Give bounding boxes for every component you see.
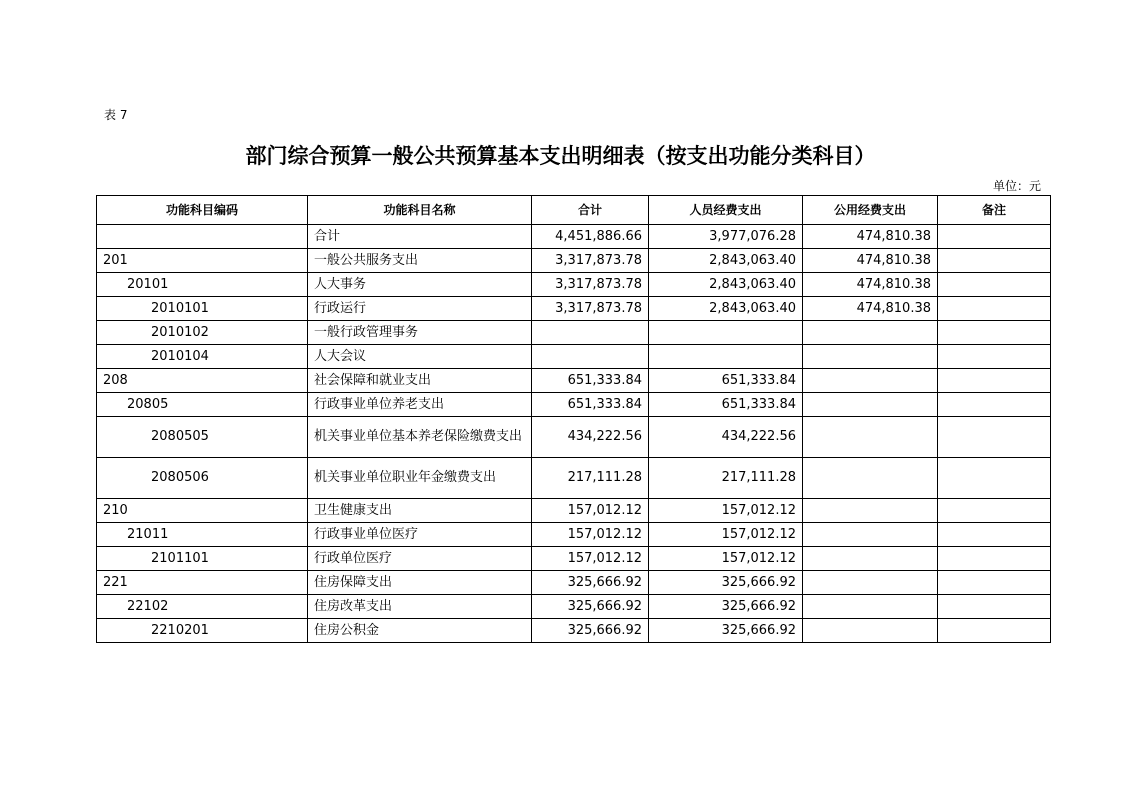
- table-row: [97, 345, 1051, 369]
- header-name: 功能科目名称: [308, 196, 532, 225]
- cell-public: [803, 547, 938, 571]
- cell-public: [803, 619, 938, 643]
- cell-code: 2010101: [97, 297, 308, 321]
- cell-name: 一般行政管理事务: [308, 321, 532, 345]
- cell-personnel: 2,843,063.40: [649, 249, 803, 273]
- cell-name: 合计: [308, 225, 532, 249]
- cell-public: [803, 417, 938, 458]
- cell-personnel: 651,333.84: [649, 369, 803, 393]
- cell-note: [938, 547, 1051, 571]
- cell-note: [938, 273, 1051, 297]
- unit-label: 单位：元: [992, 179, 1041, 193]
- table-row: [97, 499, 1051, 523]
- cell-note: [938, 321, 1051, 345]
- cell-name: 一般公共服务支出: [308, 249, 532, 273]
- cell-public: 474,810.38: [803, 249, 938, 273]
- cell-total: [532, 321, 649, 345]
- header-note: 备注: [938, 196, 1051, 225]
- cell-public: 474,810.38: [803, 297, 938, 321]
- cell-total: 3,317,873.78: [532, 249, 649, 273]
- table-row: [97, 571, 1051, 595]
- table-row: [97, 417, 1051, 458]
- cell-code: 2101101: [97, 547, 308, 571]
- cell-total: 434,222.56: [532, 417, 649, 458]
- cell-code: [97, 225, 308, 249]
- cell-note: [938, 345, 1051, 369]
- cell-personnel: 325,666.92: [649, 595, 803, 619]
- cell-note: [938, 393, 1051, 417]
- header-personnel: 人员经费支出: [649, 196, 803, 225]
- cell-name: 行政事业单位养老支出: [308, 393, 532, 417]
- cell-name: 人大事务: [308, 273, 532, 297]
- table-row: [97, 523, 1051, 547]
- cell-code: 22102: [97, 595, 308, 619]
- cell-total: 3,317,873.78: [532, 273, 649, 297]
- cell-code: 2080506: [97, 458, 308, 499]
- cell-name: 住房保障支出: [308, 571, 532, 595]
- cell-personnel: 157,012.12: [649, 547, 803, 571]
- cell-code: 21011: [97, 523, 308, 547]
- cell-total: 4,451,886.66: [532, 225, 649, 249]
- cell-total: 651,333.84: [532, 393, 649, 417]
- table-row: [97, 249, 1051, 273]
- table-row: [97, 393, 1051, 417]
- cell-code: 2080505: [97, 417, 308, 458]
- cell-name: 行政运行: [308, 297, 532, 321]
- header-public: 公用经费支出: [803, 196, 938, 225]
- table-row: [97, 369, 1051, 393]
- header-total: 合计: [532, 196, 649, 225]
- cell-name: 行政单位医疗: [308, 547, 532, 571]
- cell-personnel: 3,977,076.28: [649, 225, 803, 249]
- cell-personnel: 2,843,063.40: [649, 273, 803, 297]
- cell-code: 221: [97, 571, 308, 595]
- cell-public: [803, 571, 938, 595]
- cell-code: 20101: [97, 273, 308, 297]
- cell-personnel: 325,666.92: [649, 619, 803, 643]
- cell-total: 157,012.12: [532, 523, 649, 547]
- cell-public: [803, 499, 938, 523]
- cell-total: 217,111.28: [532, 458, 649, 499]
- cell-public: [803, 393, 938, 417]
- cell-personnel: 325,666.92: [649, 571, 803, 595]
- table-number: 表 7: [104, 108, 128, 122]
- table-row: [97, 595, 1051, 619]
- cell-note: [938, 523, 1051, 547]
- cell-note: [938, 369, 1051, 393]
- cell-public: 474,810.38: [803, 225, 938, 249]
- cell-total: 157,012.12: [532, 547, 649, 571]
- cell-name: 住房公积金: [308, 619, 532, 643]
- cell-name: 机关事业单位基本养老保险缴费支出: [308, 417, 532, 458]
- cell-name: 机关事业单位职业年金缴费支出: [308, 458, 532, 499]
- cell-personnel: 157,012.12: [649, 523, 803, 547]
- cell-public: [803, 321, 938, 345]
- cell-code: 2010104: [97, 345, 308, 369]
- cell-note: [938, 499, 1051, 523]
- cell-note: [938, 619, 1051, 643]
- cell-note: [938, 249, 1051, 273]
- cell-public: [803, 458, 938, 499]
- cell-note: [938, 571, 1051, 595]
- cell-total: 3,317,873.78: [532, 297, 649, 321]
- cell-personnel: 157,012.12: [649, 499, 803, 523]
- cell-personnel: 2,843,063.40: [649, 297, 803, 321]
- cell-name: 卫生健康支出: [308, 499, 532, 523]
- cell-total: 651,333.84: [532, 369, 649, 393]
- cell-personnel: 434,222.56: [649, 417, 803, 458]
- cell-code: 20805: [97, 393, 308, 417]
- cell-name: 行政事业单位医疗: [308, 523, 532, 547]
- table-header-row: [97, 196, 1051, 225]
- cell-total: 325,666.92: [532, 571, 649, 595]
- table-row: [97, 273, 1051, 297]
- cell-code: 2010102: [97, 321, 308, 345]
- cell-note: [938, 417, 1051, 458]
- cell-note: [938, 297, 1051, 321]
- cell-name: 住房改革支出: [308, 595, 532, 619]
- cell-total: 325,666.92: [532, 595, 649, 619]
- cell-note: [938, 595, 1051, 619]
- cell-note: [938, 458, 1051, 499]
- cell-total: [532, 345, 649, 369]
- cell-personnel: [649, 345, 803, 369]
- page-title: 部门综合预算一般公共预算基本支出明细表（按支出功能分类科目）: [245, 143, 876, 168]
- table-row: [97, 458, 1051, 499]
- cell-code: 210: [97, 499, 308, 523]
- table-row: [97, 619, 1051, 643]
- table-row: [97, 225, 1051, 249]
- header-code: 功能科目编码: [97, 196, 308, 225]
- cell-code: 208: [97, 369, 308, 393]
- budget-table: [96, 195, 1051, 643]
- cell-public: [803, 595, 938, 619]
- table-row: [97, 297, 1051, 321]
- cell-personnel: [649, 321, 803, 345]
- cell-code: 201: [97, 249, 308, 273]
- cell-note: [938, 225, 1051, 249]
- cell-name: 人大会议: [308, 345, 532, 369]
- cell-personnel: 217,111.28: [649, 458, 803, 499]
- cell-public: [803, 345, 938, 369]
- table-row: [97, 321, 1051, 345]
- cell-public: [803, 369, 938, 393]
- cell-name: 社会保障和就业支出: [308, 369, 532, 393]
- cell-total: 157,012.12: [532, 499, 649, 523]
- cell-public: [803, 523, 938, 547]
- cell-code: 2210201: [97, 619, 308, 643]
- cell-total: 325,666.92: [532, 619, 649, 643]
- cell-public: 474,810.38: [803, 273, 938, 297]
- table-row: [97, 547, 1051, 571]
- cell-personnel: 651,333.84: [649, 393, 803, 417]
